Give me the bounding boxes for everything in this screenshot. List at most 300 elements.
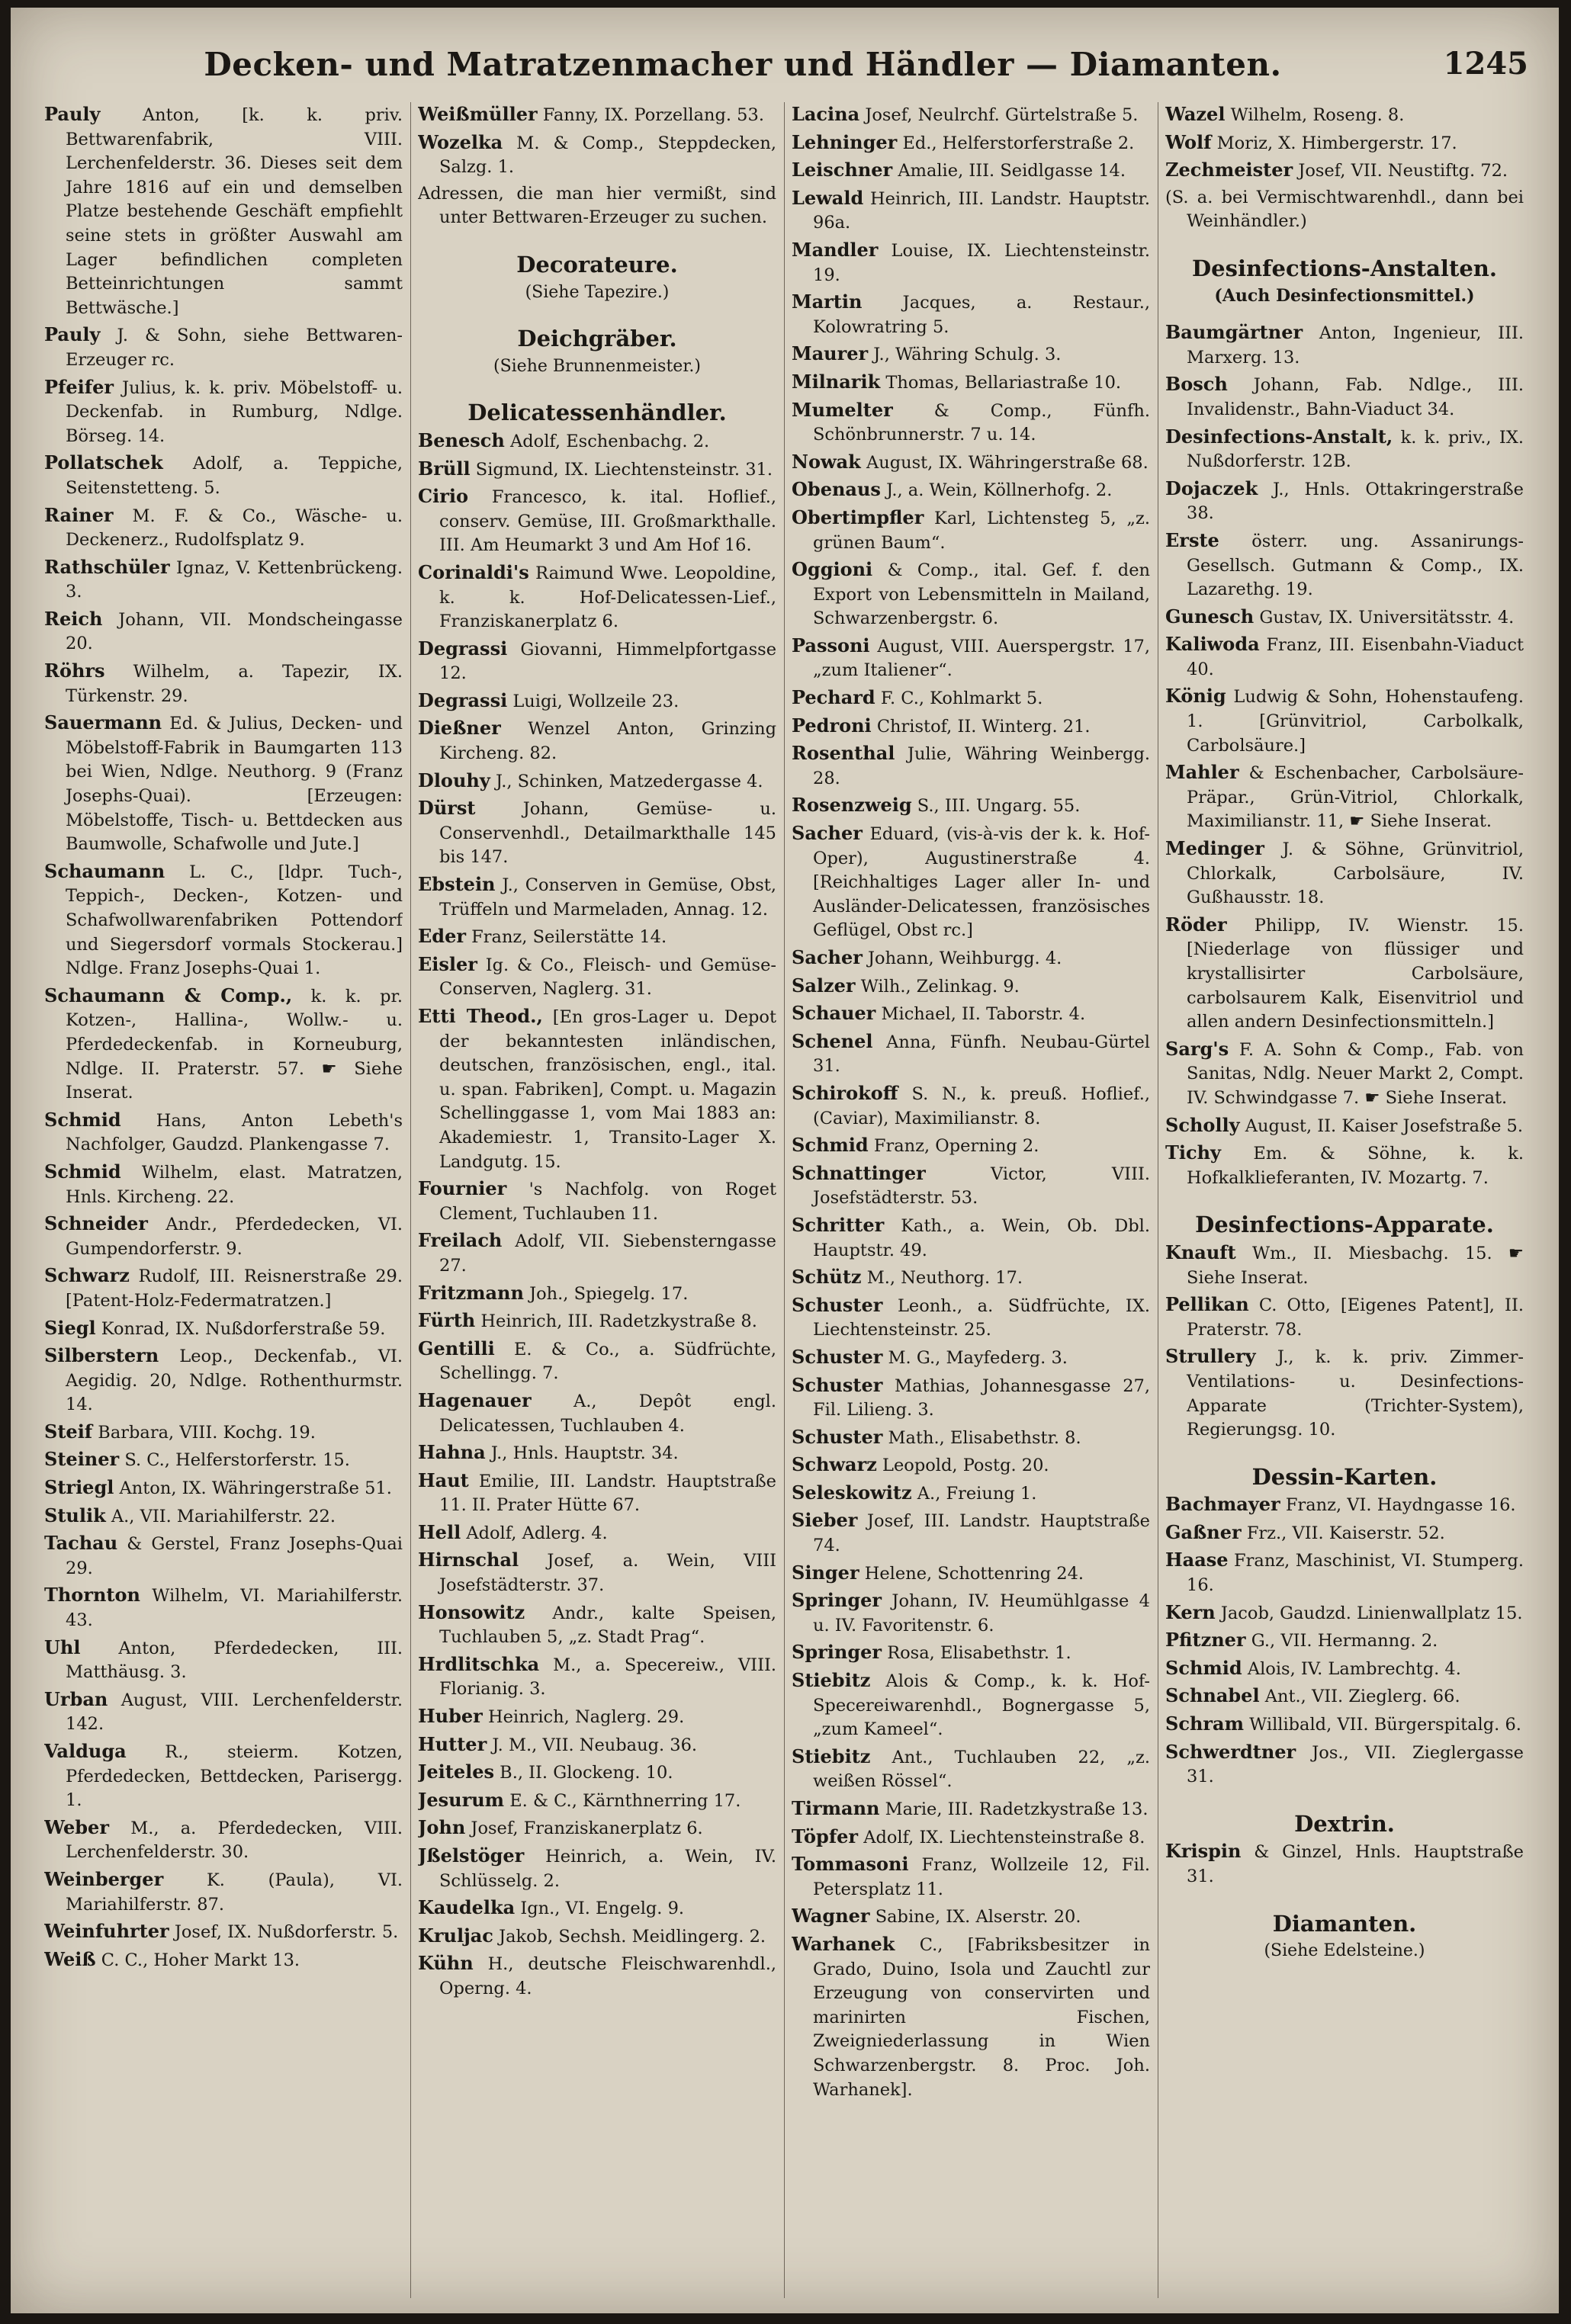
entry-text: Ant., VII. Zieglerg. 66.	[1264, 1687, 1460, 1707]
directory-entry	[1165, 836, 1524, 910]
directory-entry	[418, 1895, 776, 1921]
entry-text: Heinrich, Naglerg. 29.	[487, 1707, 685, 1728]
section-cross-reference: (Auch Desinfectionsmittel.)	[1214, 285, 1475, 306]
directory-entry	[418, 1308, 776, 1334]
entry-name: Pechard	[792, 686, 875, 709]
directory-entry	[44, 102, 403, 320]
entry-text: Ludwig & Sohn, Hohenstaufeng. 1. [Grünvitriol, Carbolkalk, Carbolsäure.]	[1187, 687, 1524, 756]
entry-text: Josef, Franziskanerplatz 6.	[471, 1818, 703, 1839]
entry-name: Schneider	[44, 1212, 148, 1235]
entry-name: Fürth	[418, 1309, 476, 1332]
entry-text: Hans, Anton Lebeth's Nachfolger, Gaudzd. Plankengasse 7.	[66, 1110, 403, 1155]
entry-text: E. & Co., a. Südfrüchte, Schellingg. 7.	[439, 1339, 776, 1384]
directory-entry	[44, 1583, 403, 1632]
entry-text: Emilie, III. Landstr. Hauptstraße 11. II. Prater Hütte 67.	[439, 1471, 776, 1516]
directory-entry	[1165, 1548, 1524, 1597]
directory-entry	[418, 1388, 776, 1438]
entry-text: Michael, II. Taborstr. 4.	[881, 1004, 1086, 1025]
entry-text: Luigi, Wollzeile 23.	[512, 691, 679, 711]
entry-name: Maurer	[792, 342, 869, 365]
directory-entry	[1165, 186, 1524, 234]
directory-entry	[792, 1452, 1150, 1478]
entry-name: Dürst	[418, 797, 476, 820]
entry-text: L. C., [ldpr. Tuch-, Teppich-, Decken-, Kotzen- und Schafwollwarenfabriken Pottendorf und Siegersdorf vormals Stockerau.] Ndlge. Franz Josephs-Quai 1.	[66, 862, 403, 979]
entry-text: Alois & Comp., k. k. Hof-Specereiwarenhdl., Bognergasse 5, „zum Kameel“.	[813, 1671, 1150, 1740]
directory-entry	[44, 984, 403, 1106]
entry-text: Franz, VI. Haydngasse 16.	[1285, 1495, 1516, 1516]
entry-text: Ed. & Julius, Decken- und Möbelstoff-Fabrik in Baumgarten 113 bei Wien, Ndlge. Neuthorg. 9 (Franz Josephs-Quai). [Erzeugen: Möbelstoffe, Tisch- u. Bettdecken aus Baumwolle, Schafwolle und Jute.]	[66, 714, 403, 855]
entry-name: Singer	[792, 1561, 859, 1584]
entry-text: H., deutsche Fleischwarenhdl., Operng. 4.	[439, 1954, 776, 1998]
entry-name: Wazel	[1165, 103, 1226, 125]
directory-entry	[792, 1133, 1150, 1159]
entry-name: Tichy	[1165, 1141, 1221, 1164]
section-heading: Decorateure.	[516, 251, 678, 278]
entry-text: Giovanni, Himmelpfortgasse 12.	[439, 639, 776, 684]
entry-text: Adolf, Adlerg. 4.	[466, 1523, 608, 1543]
directory-entry	[44, 1263, 403, 1313]
section-heading: Dextrin.	[1294, 1810, 1395, 1837]
entry-text: Fanny, IX. Porzellang. 53.	[542, 105, 764, 125]
entry-text: Jos., VII. Zieglergasse 31.	[1187, 1742, 1524, 1787]
entry-name: Knauft	[1165, 1241, 1236, 1263]
directory-entry	[792, 1081, 1150, 1131]
entry-name: Corinaldi's	[418, 560, 529, 583]
entry-name: Wolf	[1165, 130, 1212, 153]
directory-entry	[792, 1904, 1150, 1930]
entry-text: Wilhelm, elast. Matratzen, Hnls. Kircheng. 22.	[66, 1162, 403, 1207]
directory-entry	[44, 1815, 403, 1865]
directory-entry	[44, 1635, 403, 1685]
entry-text: Eduard, (vis-à-vis der k. k. Hof-Oper), Augustinerstraße 4. [Reichhaltiges Lager aller In- und Ausländer-Delicatessen, französisches Geflügel, Obst rc.]	[813, 824, 1150, 941]
entry-name: Rathschüler	[44, 555, 170, 578]
directory-entry	[418, 130, 776, 180]
entry-name: Seleskowitz	[792, 1481, 912, 1504]
entry-name: Eisler	[418, 952, 477, 975]
directory-entry	[792, 450, 1150, 476]
entry-text: Johann, Gemüse- u. Conservenhdl., Detailmarkthalle 145 bis 147.	[439, 799, 776, 868]
directory-entry	[418, 1844, 776, 1893]
directory-entry	[44, 1504, 403, 1530]
entry-text: J., Hnls. Hauptstr. 34.	[490, 1443, 679, 1464]
entry-text: M., a. Specereiw., VIII. Florianig. 3.	[439, 1655, 776, 1700]
section-heading: Desinfections-Apparate.	[1195, 1212, 1494, 1238]
entry-name: Oggioni	[792, 558, 873, 581]
entry-name: Weber	[44, 1815, 109, 1838]
section-heading: Dessin-Karten.	[1251, 1463, 1438, 1490]
entry-text: Anton, Pferdedecken, III. Matthäusg. 3.	[66, 1638, 403, 1683]
entry-name: Schritter	[792, 1213, 885, 1236]
entry-text: Jacob, Gaudzd. Linienwallplatz 15.	[1220, 1603, 1523, 1623]
entry-text: 's Nachfolg. von Roget Clement, Tuchlauben 11.	[439, 1180, 776, 1224]
entry-name: Schaumann & Comp.,	[44, 984, 293, 1006]
entry-name: Schirokoff	[792, 1081, 898, 1104]
entry-name: Zechmeister	[1165, 159, 1293, 181]
directory-entry	[418, 952, 776, 1002]
directory-entry	[792, 793, 1150, 819]
directory-entry	[1165, 1037, 1524, 1111]
entry-text: k. k. pr. Kotzen-, Hallina-, Wollw.- u. Pferdedeckenfab. in Korneuburg, Ndlge. II. Praterstr. 57. ☛ Siehe Inserat.	[66, 986, 403, 1103]
directory-entry	[418, 1732, 776, 1758]
entry-text: Louise, IX. Liechtensteinstr. 19.	[813, 240, 1150, 285]
entry-text: Julie, Währing Weinbergg. 28.	[813, 744, 1150, 788]
directory-entry	[792, 1852, 1150, 1902]
entry-name: Schuster	[792, 1425, 883, 1448]
directory-entry	[44, 1212, 403, 1261]
entry-text: M. G., Mayfederg. 3.	[888, 1347, 1068, 1368]
entry-name: John	[418, 1816, 466, 1839]
entry-text: Josef, III. Landstr. Hauptstraße 74.	[813, 1511, 1150, 1556]
directory-entry	[1165, 760, 1524, 834]
directory-entry	[418, 1004, 776, 1174]
directory-entry	[418, 457, 776, 483]
entry-text: Anton, IX. Währingerstraße 51.	[119, 1478, 392, 1499]
entry-name: Pellikan	[1165, 1293, 1249, 1316]
entry-name: Schuster	[792, 1293, 883, 1316]
entry-name: Hahna	[418, 1441, 486, 1464]
directory-entry	[418, 1548, 776, 1597]
directory-entry	[792, 1508, 1150, 1558]
entry-name: Hrdlitschka	[418, 1652, 540, 1675]
entry-text: (S. a. bei Vermischtwarenhdl., dann bei Weinhändler.)	[1165, 187, 1524, 232]
entry-text: Franz, Wollzeile 12, Fil. Petersplatz 11.	[813, 1855, 1150, 1899]
entry-name: Schuster	[792, 1345, 883, 1368]
entry-name: Stiebitz	[792, 1669, 871, 1692]
entry-name: Stulik	[44, 1504, 106, 1526]
entry-name: Reich	[44, 607, 103, 630]
directory-page	[11, 8, 1559, 2313]
entry-name: Freilach	[418, 1229, 503, 1252]
entry-text: Alois, IV. Lambrechtg. 4.	[1247, 1658, 1461, 1679]
section-cross-reference: (Siehe Brunnenmeister.)	[493, 356, 701, 376]
entry-text: Mathias, Johannesgasse 27, Fil. Lilieng. 3.	[813, 1375, 1150, 1420]
entry-name: Medinger	[1165, 837, 1264, 860]
entry-name: Pfitzner	[1165, 1629, 1246, 1652]
section-cross-reference: (Siehe Tapezire.)	[525, 282, 670, 302]
directory-entry	[418, 1760, 776, 1786]
directory-entry	[418, 560, 776, 634]
entry-text: Jakob, Sechsh. Meidlingerg. 2.	[499, 1926, 766, 1947]
directory-entry	[1165, 1113, 1524, 1139]
entry-text: Raimund Wwe. Leopoldine, k. k. Hof-Delicatessen-Lief., Franziskanerplatz 6.	[439, 563, 776, 632]
entry-text: Ig. & Co., Fleisch- und Gemüse-Conserven, Naglerg. 31.	[439, 955, 776, 1000]
directory-entry	[792, 634, 1150, 683]
entry-text: Heinrich, III. Radetzkystraße 8.	[480, 1311, 757, 1332]
entry-text: Karl, Lichtensteg 5, „z. grünen Baum“.	[813, 508, 1150, 553]
entry-name: Pfeifer	[44, 375, 114, 398]
directory-entry	[44, 1420, 403, 1446]
entry-text: S. C., Helferstorferstr. 15.	[124, 1450, 350, 1471]
directory-entry	[44, 1687, 403, 1737]
entry-name: Uhl	[44, 1635, 81, 1658]
entry-name: Sarg's	[1165, 1037, 1229, 1060]
entry-text: Anton, [k. k. priv. Bettwarenfabrik, VIII. Lerchenfelderstr. 36. Dieses seit dem Jahre 1816 auf ein und demselben Platze bestehende Geschäft empfiehlt seine stets in größter Auswahl am Lager befindlichen completen Betteinrichtungen sammt Bettwäsche.]	[66, 105, 403, 318]
directory-entry	[1165, 605, 1524, 631]
entry-text: Kath., a. Wein, Ob. Dbl. Hauptstr. 49.	[813, 1215, 1150, 1260]
directory-entry	[792, 342, 1150, 368]
entry-text: Andr., kalte Speisen, Tuchlauben 5, „z. Stadt Prag“.	[439, 1603, 776, 1648]
entry-name: Schram	[1165, 1713, 1244, 1735]
entry-text: Josef, IX. Nußdorferstr. 5.	[174, 1922, 399, 1943]
entry-name: Pauly	[44, 103, 101, 125]
directory-entry	[792, 1796, 1150, 1822]
directory-entry	[792, 1640, 1150, 1666]
directory-entry	[418, 1469, 776, 1518]
entry-text: Heinrich, a. Wein, IV. Schlüsselg. 2.	[439, 1847, 776, 1891]
entry-name: Schauer	[792, 1002, 876, 1025]
entry-name: Weiß	[44, 1947, 96, 1970]
entry-name: Dojaczek	[1165, 477, 1258, 499]
directory-entry	[1165, 632, 1524, 682]
entry-text: Franz, Operning 2.	[873, 1136, 1039, 1157]
directory-entry	[792, 102, 1150, 128]
entry-text: A., VII. Mariahilferstr. 22.	[111, 1506, 336, 1526]
entry-text: A., Depôt engl. Delicatessen, Tuchlauben 4.	[439, 1391, 776, 1436]
directory-entry	[44, 1531, 403, 1581]
entry-name: Etti Theod.,	[418, 1005, 543, 1027]
entry-text: Adolf, a. Teppiche, Seitenstetteng. 5.	[66, 454, 403, 498]
entry-name: Pedroni	[792, 714, 872, 737]
entry-text: August, II. Kaiser Josefstraße 5.	[1245, 1115, 1524, 1136]
entry-name: Tachau	[44, 1532, 118, 1555]
directory-entry	[418, 1337, 776, 1386]
entry-text: J., Schinken, Matzedergasse 4.	[495, 771, 763, 791]
entry-text: Francesco, k. ital. Hoflief., conserv. Gemüse, III. Großmarkthalle. III. Am Heumarkt 3 und Am Hof 16.	[439, 487, 776, 556]
entry-name: Bachmayer	[1165, 1493, 1280, 1516]
directory-entry	[792, 714, 1150, 740]
column-4	[1165, 102, 1524, 2298]
entry-text: Thomas, Bellariastraße 10.	[885, 372, 1122, 393]
directory-entry	[792, 1373, 1150, 1423]
directory-entry	[44, 659, 403, 708]
entry-name: Kühn	[418, 1952, 474, 1975]
entry-name: Erste	[1165, 528, 1219, 551]
entry-text: S., III. Ungarg. 55.	[917, 796, 1081, 817]
directory-entry	[1165, 1656, 1524, 1682]
entry-text: Em. & Söhne, k. k. Hofkalklieferanten, IV. Mozartg. 7.	[1187, 1144, 1524, 1188]
entry-name: Haut	[418, 1469, 469, 1491]
entry-name: Röhrs	[44, 660, 105, 682]
entry-name: Mahler	[1165, 761, 1239, 784]
directory-entry	[44, 1160, 403, 1209]
entry-text: Wilhelm, a. Tapezir, IX. Türkenstr. 29.	[66, 662, 403, 706]
entry-name: Eder	[418, 925, 466, 948]
directory-entry	[418, 1704, 776, 1730]
page-header	[41, 40, 1528, 93]
directory-entry	[1165, 477, 1524, 526]
entry-text: Johann, Fab. Ndlge., III. Invalidenstr., Bahn-Viaduct 34.	[1187, 375, 1524, 419]
entry-text: Wilhelm, Roseng. 8.	[1230, 105, 1405, 125]
directory-entry	[1165, 528, 1524, 602]
directory-entry	[1165, 1600, 1524, 1626]
entry-name: Weinfuhrter	[44, 1920, 169, 1943]
entry-text: Wilh., Zelinkag. 9.	[860, 976, 1020, 997]
entry-name: Schmid	[44, 1108, 121, 1131]
entry-name: Schwerdtner	[1165, 1740, 1296, 1763]
entry-name: Hell	[418, 1520, 461, 1543]
entry-text: Adolf, VII. Siebensterngasse 27.	[439, 1231, 776, 1276]
directory-entry	[792, 1588, 1150, 1638]
entry-text: Sabine, IX. Alserstr. 20.	[875, 1907, 1081, 1928]
entry-text: Franz, III. Eisenbahn-Viaduct 40.	[1187, 635, 1524, 679]
directory-entry	[792, 945, 1150, 971]
entry-text: M. F. & Co., Wäsche- u. Deckenerz., Rudolfsplatz 9.	[66, 506, 403, 551]
entry-name: Gentilli	[418, 1337, 495, 1359]
directory-entry	[418, 872, 776, 922]
entry-text: Johann, Weihburgg. 4.	[868, 949, 1062, 968]
directory-entry	[1165, 913, 1524, 1035]
entry-name: Rainer	[44, 503, 114, 526]
entry-name: Strullery	[1165, 1345, 1256, 1368]
directory-entry	[44, 555, 403, 605]
directory-entry	[792, 370, 1150, 396]
entry-text: & Comp., Fünfh. Schönbrunnerstr. 7 u. 14.	[813, 400, 1150, 445]
directory-entry	[792, 1825, 1150, 1851]
entry-name: Valduga	[44, 1740, 127, 1762]
entry-name: Brüll	[418, 457, 471, 480]
entry-name: Passoni	[792, 634, 870, 656]
entry-text: Rudolf, III. Reisnerstraße 29. [Patent-Holz-Federmatratzen.]	[66, 1266, 403, 1311]
directory-entry	[792, 1213, 1150, 1263]
entry-name: Leischner	[792, 159, 893, 181]
page-number: 1245	[1443, 46, 1528, 82]
entry-name: Honsowitz	[418, 1600, 525, 1623]
entry-name: Ebstein	[418, 873, 496, 896]
entry-text: August, VIII. Auerspergstr. 17, „zum Italiener“.	[813, 636, 1150, 681]
directory-entry	[1165, 1292, 1524, 1342]
entry-text: F. A. Sohn & Comp., Fab. von Sanitas, Ndlg. Neuer Markt 2, Compt. IV. Schwindgasse 7. ☛ Siehe Inserat.	[1187, 1039, 1524, 1108]
column-divider	[410, 102, 411, 2298]
entry-name: Steiner	[44, 1448, 120, 1471]
entry-name: Steif	[44, 1420, 93, 1443]
entry-text: Josef, Neulrchf. Gürtelstraße 5.	[865, 105, 1139, 125]
entry-name: Warhanek	[792, 1932, 895, 1955]
directory-entry	[1165, 684, 1524, 758]
entry-text: Victor, VIII. Josefstädterstr. 53.	[813, 1164, 1150, 1209]
directory-entry	[1165, 1344, 1524, 1442]
entry-name: Kern	[1165, 1600, 1216, 1623]
entry-name: Degrassi	[418, 689, 508, 711]
column-divider	[784, 102, 785, 2298]
directory-entry	[1165, 158, 1524, 184]
entry-text: österr. ung. Assanirungs-Gesellsch. Gutmann & Comp., IX. Lazarethg. 19.	[1187, 531, 1524, 600]
section-heading: Delicatessenhändler.	[467, 400, 727, 426]
directory-entry	[418, 796, 776, 870]
directory-entry	[792, 1481, 1150, 1507]
directory-entry	[1165, 102, 1524, 128]
columns-area	[44, 102, 1531, 2298]
entry-text: Josef, a. Wein, VIII Josefstädterstr. 37.	[439, 1551, 776, 1596]
entry-text: C. Otto, [Eigenes Patent], II. Praterstr. 78.	[1187, 1295, 1524, 1340]
entry-name: Benesch	[418, 429, 505, 451]
directory-entry	[792, 158, 1150, 184]
entry-name: Tirmann	[792, 1797, 880, 1819]
entry-name: Jeiteles	[418, 1761, 494, 1783]
entry-text: F. C., Kohlmarkt 5.	[880, 689, 1043, 709]
directory-entry	[792, 1345, 1150, 1371]
directory-entry	[792, 557, 1150, 631]
directory-entry	[792, 1161, 1150, 1211]
entry-text: & Eschenbacher, Carbolsäure-Präpar., Grün-Vitriol, Chlorkalk, Maximilianstr. 11, ☛ Siehe Inserat.	[1187, 763, 1524, 832]
column-1	[44, 102, 403, 2298]
entry-text: C., [Fabriksbesitzer in Grado, Duino, Isola und Zauchtl zur Erzeugung von conservirten und marinirten Fischen, Zweigniederlassung in Wien Schwarzenbergstr. 8. Proc. Joh. Warhanek].	[813, 1934, 1150, 2100]
directory-entry	[792, 1265, 1150, 1291]
directory-entry	[44, 1447, 403, 1473]
entry-name: Hirnschal	[418, 1549, 519, 1571]
entry-text: & Comp., ital. Gef. f. den Export von Lebensmitteln in Mailand, Schwarzenbergstr. 6.	[813, 560, 1150, 629]
entry-name: Schwarz	[44, 1264, 130, 1287]
entry-name: Schaumann	[44, 859, 165, 882]
directory-entry	[418, 1815, 776, 1841]
directory-entry	[418, 716, 776, 766]
entry-name: Rosenzweig	[792, 794, 912, 817]
entry-text: [En gros-Lager u. Depot der bekanntesten inländischen, deutschen, französischen, engl., ital. u. span. Fabriken], Compt. u. Magazin Schellinggasse 1, vom Mai 1883 an: Akademiestr. 1, Transito-Lager X. Landgutg. 15.	[439, 1007, 776, 1172]
directory-entry	[418, 689, 776, 714]
directory-entry	[44, 1108, 403, 1157]
entry-text: Moriz, X. Himbergerstr. 17.	[1216, 133, 1457, 153]
entry-text: Leonh., a. Südfrüchte, IX. Liechtensteinstr. 25.	[813, 1295, 1150, 1340]
directory-entry	[792, 398, 1150, 448]
entry-text: G., VII. Hermanng. 2.	[1251, 1631, 1438, 1652]
entry-text: Ed., Helferstorferstraße 2.	[902, 133, 1135, 153]
entry-text: Sigmund, IX. Liechtensteinstr. 31.	[475, 459, 773, 480]
entry-name: Gaßner	[1165, 1520, 1242, 1543]
entry-name: Schnabel	[1165, 1684, 1260, 1707]
entry-name: Cirio	[418, 485, 468, 508]
entry-name: Obenaus	[792, 478, 881, 501]
entry-name: Huber	[418, 1705, 483, 1728]
entry-text: & Gerstel, Franz Josephs-Quai 29.	[66, 1534, 403, 1578]
entry-name: Lacina	[792, 103, 860, 125]
entry-text: Rosa, Elisabethstr. 1.	[887, 1643, 1071, 1664]
entry-name: Fritzmann	[418, 1281, 524, 1304]
section-heading: Desinfections-Anstalten.	[1192, 255, 1497, 281]
entry-text: Philipp, IV. Wienstr. 15. [Niederlage von flüssiger und krystallisirter Carbolsäure, carbolsaurem Kalk, Eisenvitriol und allen andern Desinfectionsmitteln.]	[1187, 915, 1524, 1032]
directory-entry	[44, 859, 403, 981]
directory-entry	[44, 1343, 403, 1417]
entry-name: Fournier	[418, 1177, 507, 1200]
entry-text: J., Hnls. Ottakringerstraße 38.	[1187, 479, 1524, 524]
entry-name: Rosenthal	[792, 742, 895, 765]
entry-text: Heinrich, III. Landstr. Hauptstr. 96a.	[813, 188, 1150, 233]
section-heading: Diamanten.	[1272, 1910, 1417, 1937]
directory-entry	[792, 1668, 1150, 1742]
entry-name: Schmid	[792, 1134, 869, 1157]
directory-entry	[44, 1316, 403, 1342]
directory-entry	[792, 1425, 1150, 1451]
entry-name: Weißmüller	[418, 103, 538, 125]
directory-entry	[44, 375, 403, 449]
directory-entry	[44, 1475, 403, 1501]
entry-text: Konrad, IX. Nußdorferstraße 59.	[101, 1318, 386, 1339]
entry-name: Silberstern	[44, 1344, 159, 1367]
directory-entry	[418, 1924, 776, 1950]
directory-entry	[792, 290, 1150, 339]
entry-name: Degrassi	[418, 637, 508, 660]
entry-text: Ign., VI. Engelg. 9.	[520, 1899, 685, 1919]
directory-entry	[418, 1600, 776, 1650]
entry-name: Urban	[44, 1687, 108, 1710]
entry-text: Ignaz, V. Kettenbrückeng. 3.	[66, 557, 403, 602]
entry-name: Desinfections-Anstalt,	[1165, 425, 1393, 448]
entry-name: Obertimpfler	[792, 506, 924, 528]
directory-entry	[792, 821, 1150, 943]
entry-text: Josef, VII. Neustiftg. 72.	[1298, 161, 1508, 181]
entry-name: Mumelter	[792, 398, 893, 421]
entry-name: Schmid	[44, 1160, 121, 1183]
entry-name: Sacher	[792, 822, 863, 845]
entry-name: Dießner	[418, 717, 501, 740]
